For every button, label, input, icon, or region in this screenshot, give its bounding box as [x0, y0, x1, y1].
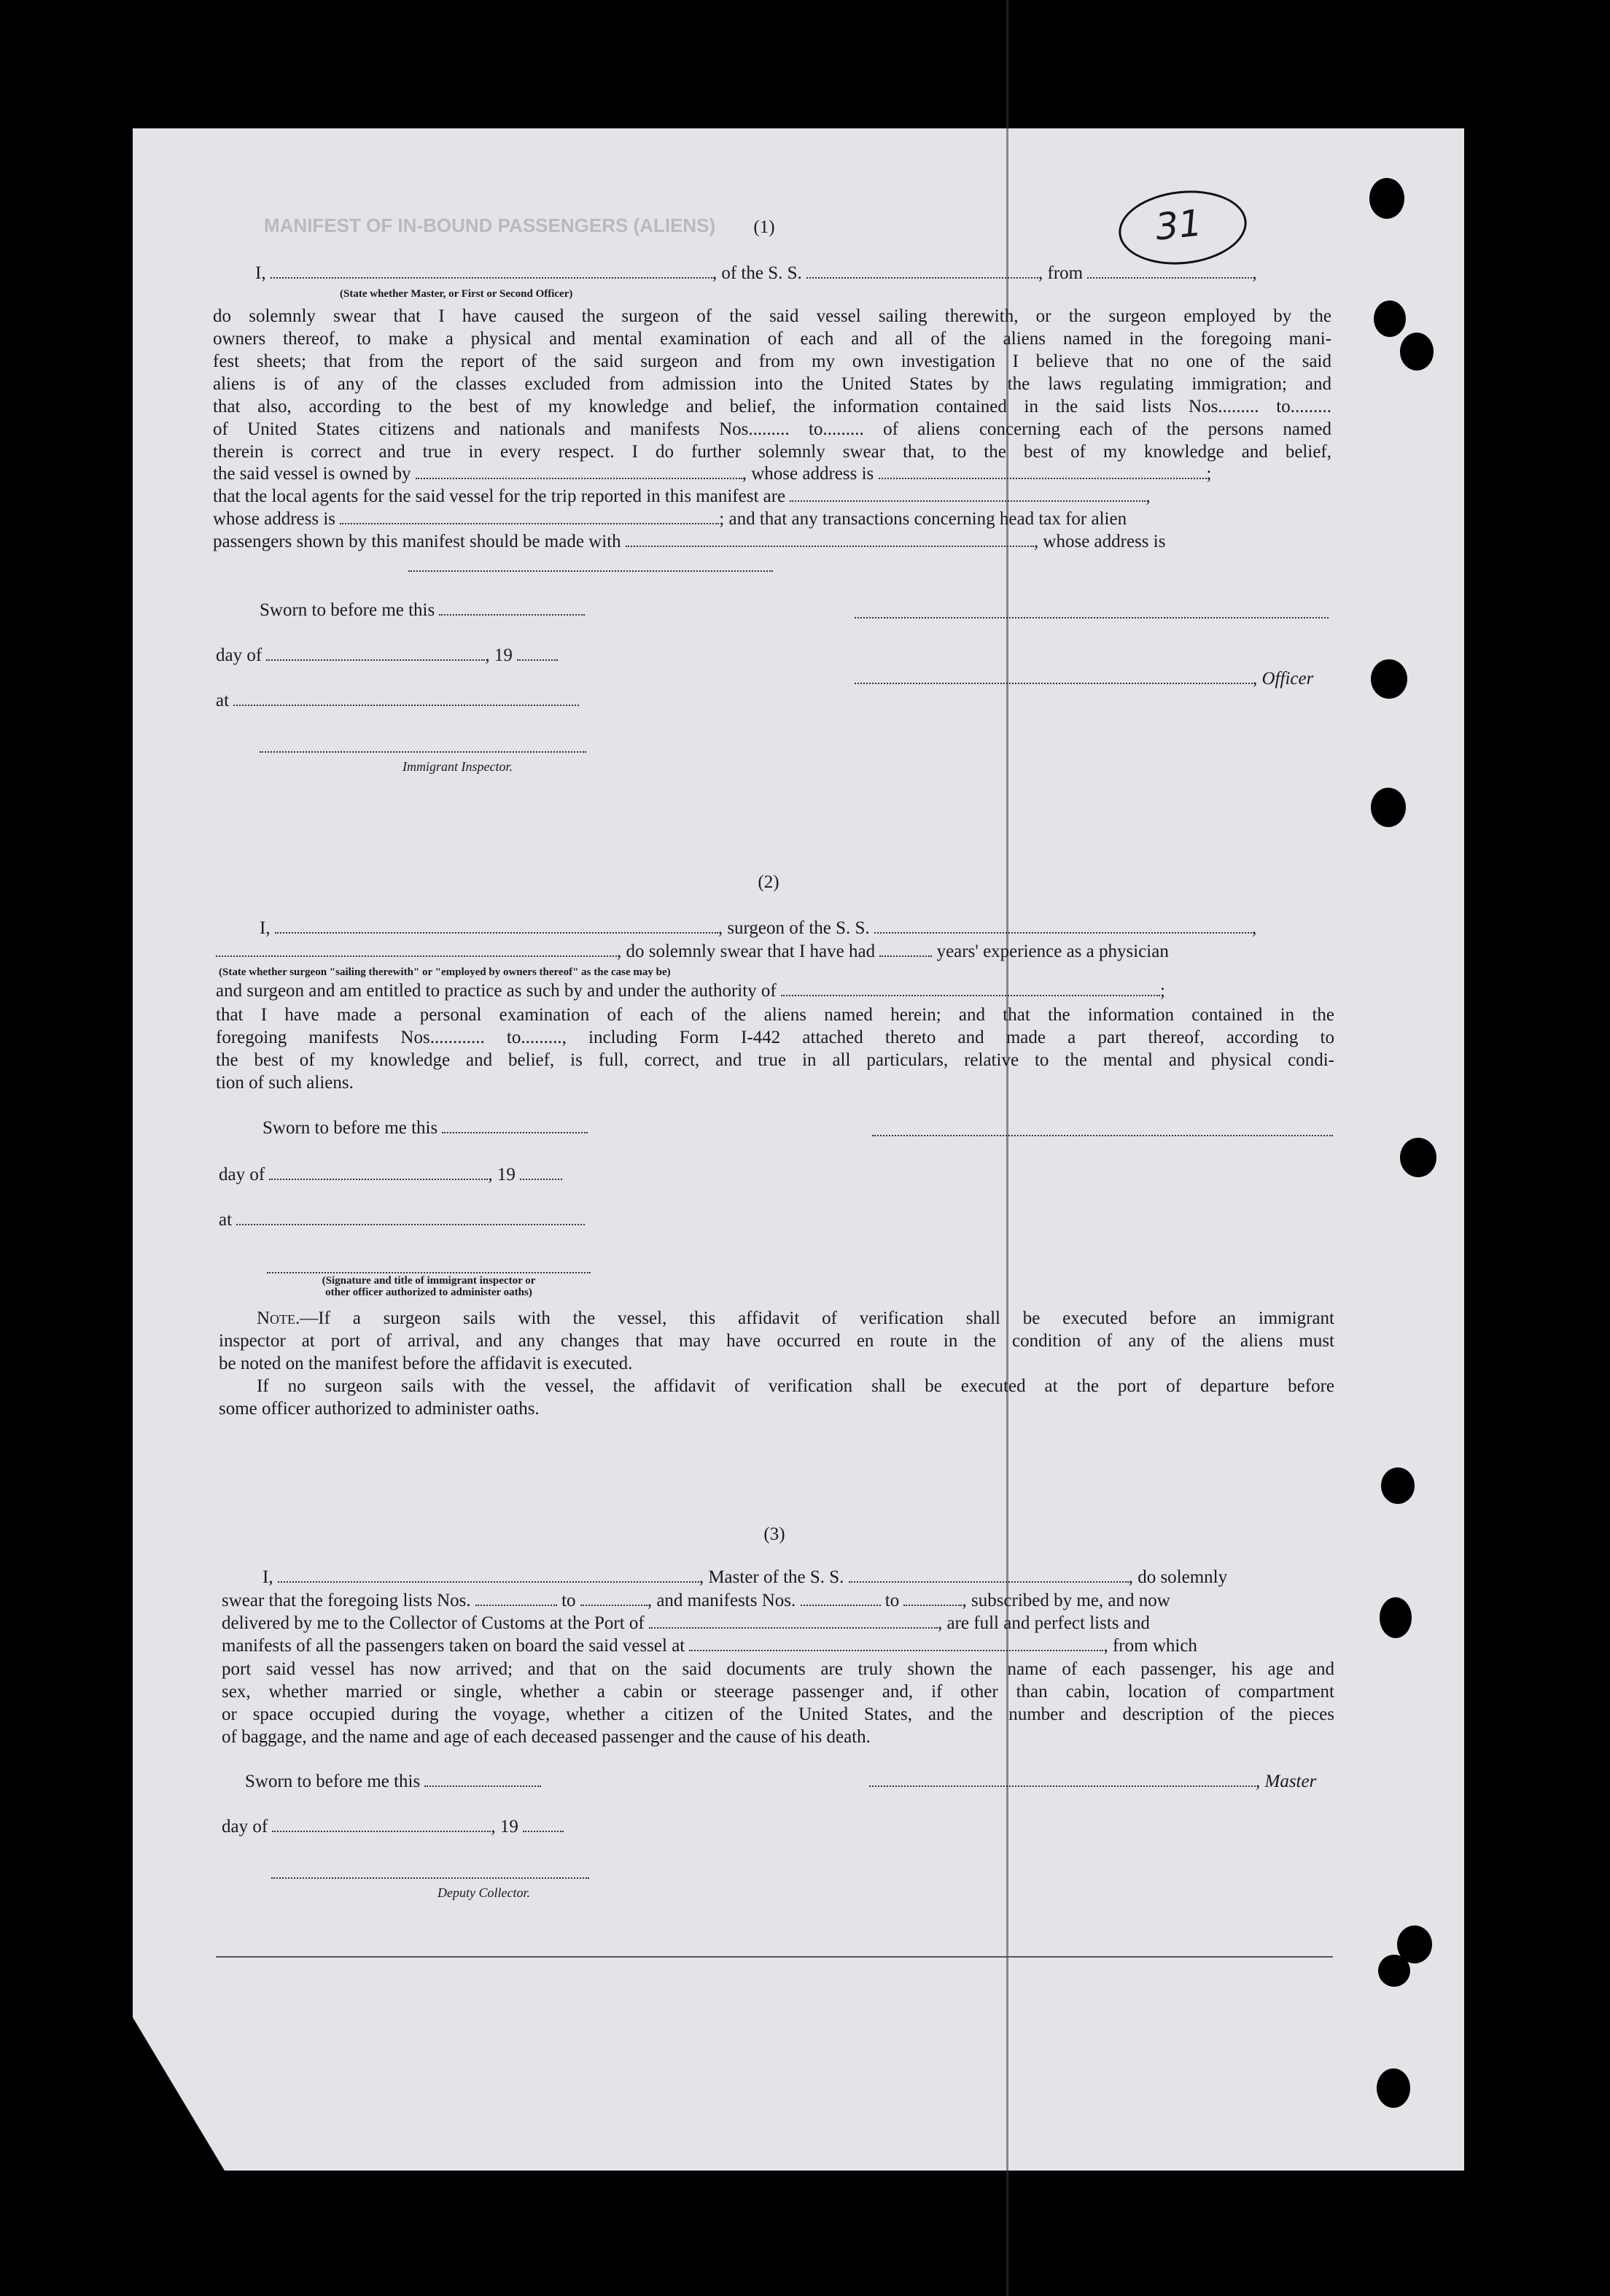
s1-signature-line[interactable] — [855, 617, 1329, 618]
s1-sworn-date-field[interactable] — [439, 601, 585, 616]
s1-address-continuation[interactable] — [408, 570, 773, 572]
s2-i: I, — [260, 918, 271, 938]
s1-vessel-field[interactable] — [806, 264, 1038, 279]
s1-owned-by: the said vessel is owned by — [213, 464, 411, 484]
s1-para-line: do solemnly swear that I have caused the surgeon of the said vessel sailing therewith, or the surgeon employed by the — [213, 306, 1331, 326]
s1-day-of-label: day of — [216, 645, 262, 665]
s2-solemnly: , do solemnly swear that I have had — [617, 942, 876, 961]
s3-master-sig — [869, 1771, 1316, 1793]
s1-address-line — [213, 508, 1127, 530]
s1-para-line: fest sheets; that from the report of the said surgeon and from my own investigation I believe that no one of the said — [213, 352, 1331, 371]
s3-sworn-date-field[interactable] — [424, 1772, 541, 1787]
faint-header: MANIFEST OF IN-BOUND PASSENGERS (ALIENS) — [264, 214, 716, 236]
s2-year-label: , 19 — [488, 1165, 516, 1184]
s2-state-note: (State whether surgeon "sailing therewith" or "employed by owners thereof" as the case may be) — [219, 966, 671, 978]
s3-delivered: delivered by me to the Collector of Customs at the Port of — [222, 1613, 645, 1633]
punch-hole — [1377, 2068, 1410, 2108]
s2-signature-line[interactable] — [872, 1135, 1333, 1136]
s1-end: , — [1252, 263, 1257, 283]
s3-and-manifests: , and manifests Nos. — [647, 1591, 796, 1610]
s2-end: , — [1251, 918, 1257, 938]
s1-inspector: Immigrant Inspector. — [402, 759, 513, 774]
s2-authority-field[interactable] — [781, 982, 1160, 996]
s2-para-line: the best of my knowledge and belief, is full, correct, and true in all particulars, relative to the mental and physical condi- — [216, 1050, 1334, 1070]
punch-hole — [1374, 300, 1406, 337]
s2-years: years' experience as a physician — [936, 942, 1169, 961]
section-2-number: (2) — [758, 872, 779, 892]
s2-year-field[interactable] — [520, 1166, 562, 1180]
s1-head-tax-agent-field[interactable] — [626, 532, 1034, 547]
punch-hole — [1381, 1467, 1415, 1504]
s1-whose-address-end: , whose address is — [1033, 532, 1166, 551]
handwritten-number-text: 31 — [1153, 201, 1205, 249]
s2-para-line: foregoing manifests Nos............ to........., including Form I-442 attached thereto and made a part thereof, according to — [216, 1028, 1334, 1047]
punch-hole — [1380, 1597, 1412, 1638]
s1-i: I, — [255, 263, 266, 283]
s1-officer-line — [855, 668, 1313, 690]
s2-note-label: Note. — [257, 1308, 300, 1328]
s3-lists-to-field[interactable] — [580, 1591, 648, 1606]
s1-local-agents: that the local agents for the said vessel for the trip reported in this manifest are — [213, 486, 786, 506]
s3-port-field[interactable] — [649, 1614, 938, 1629]
s1-at — [216, 690, 579, 712]
s2-note-line — [219, 1307, 1334, 1330]
s1-sworn-label: Sworn to before me this — [260, 600, 435, 620]
s2-note2: If no surgeon sails with the vessel, the affidavit of verification shall be executed at the port of departure before — [257, 1376, 1334, 1396]
s3-master-label: , Master — [1256, 1772, 1317, 1791]
s3-para-last: of baggage, and the name and age of each deceased passenger and the cause of his death. — [222, 1727, 871, 1747]
s2-vessel-field[interactable] — [874, 919, 1252, 934]
s2-type-field[interactable] — [216, 942, 617, 957]
punch-hole — [1378, 1955, 1410, 1987]
s1-owner-field[interactable] — [416, 465, 742, 479]
s2-inspector-line[interactable] — [267, 1272, 591, 1273]
s1-para-line: of United States citizens and nationals and manifests Nos......... to......... of aliens concerning each of the persons named — [213, 419, 1331, 439]
s3-day-of-label: day of — [222, 1817, 268, 1837]
s2-note-line: inspector at port of arrival, and any changes that may have occurred en route in the condition of any of the aliens must — [219, 1331, 1334, 1351]
s1-year-label: , 19 — [485, 645, 513, 665]
s3-master-name-field[interactable] — [278, 1568, 699, 1583]
s2-sig-note-1: (Signature and title of immigrant inspector or — [322, 1275, 536, 1287]
s3-paragraph — [222, 1658, 1334, 1748]
s2-sworn — [262, 1117, 588, 1139]
s3-day-of — [222, 1816, 564, 1838]
s1-owned-line: the said vessel is owned by , whose address is ; — [213, 464, 1212, 484]
s1-agents-address-field[interactable] — [340, 510, 719, 524]
s2-note-text: —If a surgeon sails with the vessel, this affidavit of verification shall be executed before an immigrant — [300, 1308, 1334, 1328]
s1-at-label: at — [216, 691, 230, 710]
s1-line1 — [255, 263, 1257, 284]
s1-officer-name-field[interactable] — [271, 264, 712, 279]
s3-sworn-label: Sworn to before me this — [245, 1772, 421, 1791]
s3-para-line: or space occupied during the voyage, whether a citizen of the United States, and the number and description of the pieces — [222, 1704, 1334, 1724]
s3-para-line: sex, whether married or single, whether a cabin or steerage passenger and, if other than cabin, location of compartment — [222, 1682, 1334, 1702]
s1-state-note: (State whether Master, or First or Second Officer) — [340, 288, 573, 300]
s3-swear-lists: swear that the foregoing lists Nos. — [222, 1591, 471, 1610]
s1-from: , from — [1038, 263, 1084, 283]
s3-manifests-to-field[interactable] — [903, 1591, 962, 1606]
s1-passengers-shown: passengers shown by this manifest should be made with — [213, 532, 621, 551]
s3-deputy-line[interactable] — [271, 1877, 589, 1879]
s2-at — [219, 1209, 585, 1231]
s2-paragraph — [216, 1004, 1334, 1094]
s2-years-field[interactable] — [879, 942, 932, 957]
s3-to2: to — [884, 1591, 900, 1610]
s3-full-lists: , are full and perfect lists and — [938, 1613, 1150, 1633]
s1-inspector-line[interactable] — [260, 751, 586, 753]
punch-hole — [1369, 178, 1404, 219]
s3-solemnly: , do solemnly — [1128, 1567, 1228, 1587]
s2-day-of — [219, 1164, 562, 1186]
s3-line4 — [222, 1635, 1197, 1657]
s2-line1 — [260, 918, 1256, 939]
s2-authority: and surgeon and am entitled to practice as such by and under the authority of — [216, 981, 777, 1001]
s3-year-label: , 19 — [491, 1817, 518, 1837]
s2-note2-last: some officer authorized to administer oaths. — [219, 1399, 540, 1419]
s2-month-field[interactable] — [269, 1166, 488, 1180]
s2-note — [219, 1307, 1334, 1420]
s3-master-signature-field[interactable] — [869, 1772, 1256, 1787]
bottom-rule — [216, 1956, 1333, 1958]
s2-para-line: that I have made a personal examination of each of the aliens named herein; and that the information contained in the — [216, 1005, 1334, 1025]
s2-sworn-date-field[interactable] — [442, 1119, 588, 1133]
s3-para-line: port said vessel has now arrived; and that on the said documents are truly shown the name of each passenger, his age and — [222, 1659, 1334, 1679]
s1-para-line: owners thereof, to make a physical and mental examination of each and all of the aliens named in the foregoing mani- — [213, 329, 1331, 349]
s1-whose-address-is: whose address is — [213, 509, 336, 529]
s1-owner-address-field[interactable] — [879, 465, 1207, 479]
s3-manifests-from-field[interactable] — [801, 1591, 881, 1606]
s2-surgeon-name-field[interactable] — [275, 919, 718, 934]
s3-line2 — [222, 1590, 1170, 1612]
punch-hole — [1371, 659, 1407, 699]
punch-hole — [1371, 788, 1406, 827]
section-3-number: (3) — [763, 1524, 785, 1544]
s1-agents-line: that the local agents for the said vessel for the trip reported in this manifest are , — [213, 486, 1151, 506]
s3-master-of: , Master of the S. S. — [699, 1567, 844, 1587]
s2-sworn-label: Sworn to before me this — [262, 1118, 438, 1138]
s1-para-line: that also, according to the best of my knowledge and belief, the information contained in the said lists Nos......... to......... — [213, 397, 1331, 416]
s1-officer-field[interactable] — [855, 670, 1253, 684]
s1-from-field[interactable] — [1087, 264, 1252, 279]
s1-paragraph — [213, 305, 1331, 463]
s2-at-label: at — [219, 1210, 233, 1230]
s3-embark-port-field[interactable] — [689, 1637, 1103, 1651]
s1-agents-field[interactable] — [790, 487, 1146, 502]
s3-to1: to — [561, 1591, 576, 1610]
s3-i: I, — [262, 1567, 273, 1587]
s2-note-last: be noted on the manifest before the affidavit is executed. — [219, 1354, 633, 1373]
punch-hole — [1400, 333, 1434, 371]
s2-sig-note-2: other officer authorized to administer oaths) — [325, 1287, 532, 1298]
s1-para-line: aliens is of any of the classes excluded from admission into the United States by the laws regulating immigration; and — [213, 374, 1331, 394]
s3-vessel-field[interactable] — [849, 1568, 1129, 1583]
s3-lists-from-field[interactable] — [475, 1591, 557, 1606]
punch-hole — [1400, 1138, 1436, 1177]
s3-from-which: , from which — [1103, 1636, 1197, 1656]
s1-head-tax: ; and that any transactions concerning head tax for alien — [719, 509, 1127, 529]
s2-authority-end: ; — [1160, 981, 1165, 1001]
s1-day-of — [216, 645, 558, 667]
s3-manifests-all: manifests of all the passengers taken on board the said vessel at — [222, 1636, 685, 1656]
s3-month-field[interactable] — [272, 1818, 491, 1832]
s1-passengers-line — [213, 531, 1165, 553]
s1-year-field[interactable] — [517, 646, 558, 661]
s2-authority-line — [216, 980, 1165, 1002]
s3-year-field[interactable] — [523, 1818, 564, 1832]
s3-line3 — [222, 1613, 1150, 1634]
s1-para-line: therein is correct and true in every respect. I do further solemnly swear that, to the best of my knowledge and belief, — [213, 442, 1331, 462]
s1-month-field[interactable] — [266, 646, 485, 661]
s3-line1 — [262, 1567, 1227, 1589]
s1-of-ss: , of the S. S. — [712, 263, 802, 283]
s3-deputy: Deputy Collector. — [438, 1885, 530, 1900]
s2-para-last: tion of such aliens. — [216, 1073, 354, 1093]
s1-at-field[interactable] — [233, 691, 579, 706]
s1-officer-label: , Officer — [1253, 669, 1314, 689]
s3-sworn — [245, 1771, 541, 1793]
s2-surgeon-of: , surgeon of the S. S. — [718, 918, 870, 938]
s1-whose-address: , whose address is — [742, 464, 874, 484]
s1-sworn — [260, 600, 585, 621]
s3-subscribed: , subscribed by me, and now — [962, 1591, 1170, 1610]
s2-line2 — [216, 941, 1169, 963]
section-1-number: (1) — [753, 217, 775, 237]
s2-at-field[interactable] — [236, 1211, 585, 1225]
s2-day-of-label: day of — [219, 1165, 265, 1184]
